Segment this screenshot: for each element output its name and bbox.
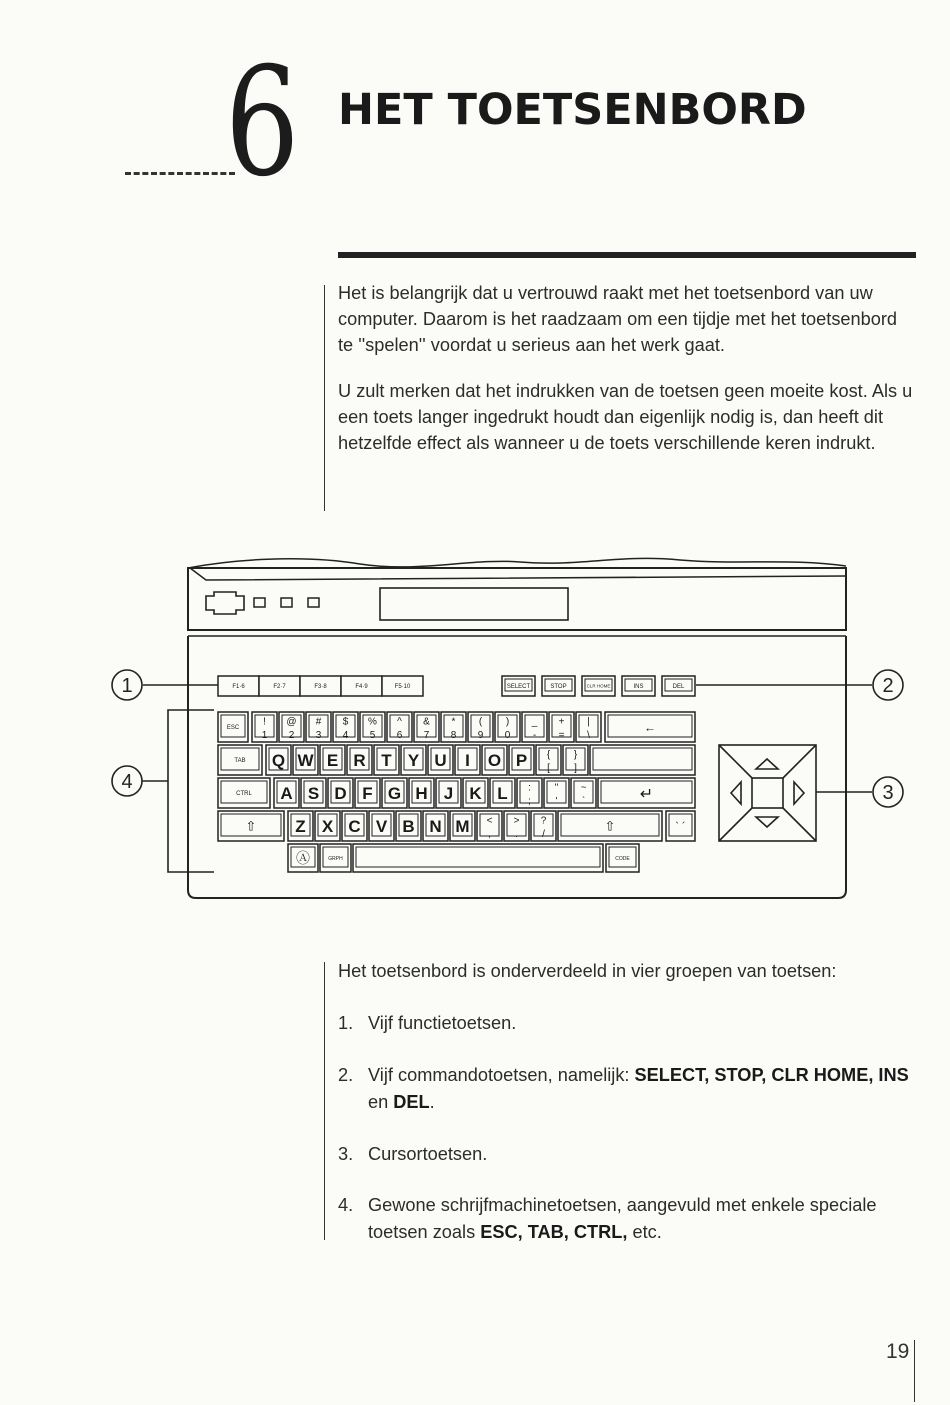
ctrl-key <box>218 778 270 808</box>
svg-text:Y: Y <box>407 751 420 771</box>
number-key-9 <box>468 712 493 742</box>
svg-text:0: 0 <box>504 729 511 741</box>
svg-text:I: I <box>465 751 470 771</box>
key-k <box>463 778 488 808</box>
function-key-4 <box>341 676 382 696</box>
svg-text:S: S <box>307 784 320 804</box>
chapter-number: 6 <box>225 36 300 210</box>
graph-key <box>320 844 351 872</box>
svg-text:F5·10: F5·10 <box>394 684 411 691</box>
svg-text:Ⓐ: Ⓐ <box>296 850 310 867</box>
key-t <box>374 745 399 775</box>
key-e <box>320 745 345 775</box>
svg-text:Q: Q <box>271 751 286 771</box>
svg-text:': ' <box>555 795 558 807</box>
key-a <box>274 778 299 808</box>
svg-text:@: @ <box>286 716 297 728</box>
svg-text:`: ` <box>581 795 586 807</box>
svg-text:5: 5 <box>369 729 376 741</box>
svg-text:?: ? <box>540 815 547 827</box>
space-bar <box>353 844 603 872</box>
return-key <box>598 778 695 808</box>
svg-text:K: K <box>469 784 482 804</box>
svg-text:V: V <box>375 817 388 837</box>
function-key-5 <box>382 676 423 696</box>
function-keys <box>218 676 423 696</box>
left-shift-key <box>218 811 284 841</box>
typewriter-keys <box>218 712 695 872</box>
svg-text:-: - <box>532 729 537 741</box>
caps-key <box>288 844 318 872</box>
intro-paragraph-1: Het is belangrijk dat u vertrouwd raakt met het toetsenbord van uw computer. Daarom is het raadzaam om een tijdje met het toetsenbord te ''spelen'' voordat u serieus aan het werk gaat. <box>338 283 898 355</box>
function-key-1 <box>218 676 259 696</box>
symbol-key-2 <box>504 811 529 841</box>
svg-text:T: T <box>381 751 392 771</box>
svg-text:}: } <box>573 749 578 761</box>
svg-text:\: \ <box>587 729 590 741</box>
svg-text:]: ] <box>574 762 577 774</box>
key-v <box>369 811 394 841</box>
number-key-3 <box>306 712 331 742</box>
key-l <box>490 778 515 808</box>
command-key-ins <box>622 676 655 696</box>
function-key-2 <box>259 676 300 696</box>
svg-text:,: , <box>488 828 491 840</box>
svg-text:R: R <box>353 751 366 771</box>
code-key <box>606 844 639 872</box>
svg-text:": " <box>554 782 559 794</box>
svg-text:N: N <box>429 817 442 837</box>
key-w <box>293 745 318 775</box>
svg-text:): ) <box>505 716 510 728</box>
svg-text:CODE: CODE <box>615 855 630 862</box>
svg-text:%: % <box>368 716 377 728</box>
number-key-6 <box>387 712 412 742</box>
svg-text::: : <box>528 782 531 794</box>
punct-key-2 <box>544 778 569 808</box>
svg-text:⇧: ⇧ <box>604 818 616 834</box>
svg-text:F: F <box>362 784 373 804</box>
svg-text:TAB: TAB <box>234 758 246 765</box>
dead-key <box>666 811 695 841</box>
key-g <box>382 778 407 808</box>
number-key-11 <box>522 712 547 742</box>
number-key-7 <box>414 712 439 742</box>
svg-text:G: G <box>387 784 402 804</box>
cursor-left-icon <box>731 782 741 804</box>
key-d <box>328 778 353 808</box>
callout-4 <box>112 766 142 796</box>
svg-text:=: = <box>558 729 565 741</box>
callout-2 <box>873 670 903 700</box>
svg-text:*: * <box>451 716 456 728</box>
cursor-right-icon <box>794 782 804 804</box>
symbol-key-1 <box>477 811 502 841</box>
key-i <box>455 745 480 775</box>
svg-text:Z: Z <box>295 817 306 837</box>
svg-text:|: | <box>587 716 590 728</box>
svg-text:GRPH: GRPH <box>328 855 343 862</box>
svg-text:_: _ <box>531 716 538 728</box>
svg-text:3: 3 <box>315 729 322 741</box>
svg-text:←: ← <box>644 720 656 735</box>
number-key-13 <box>576 712 601 742</box>
number-key-1 <box>252 712 277 742</box>
keyboard-illustration <box>0 540 950 920</box>
number-key-5 <box>360 712 385 742</box>
svg-text:M: M <box>455 817 470 837</box>
key-y <box>401 745 426 775</box>
intro-paragraph-2: U zult merken dat het indrukken van de toetsen geen moeite kost. Als u een toets langer ingedrukt houdt dan eigenlijk nodig is, dan heeft dit hetzelfde effect als wanneer u de toets verschillende keren indrukt. <box>338 381 913 453</box>
svg-text:8: 8 <box>450 729 457 741</box>
svg-text:4: 4 <box>121 771 133 793</box>
svg-text:INS: INS <box>633 684 644 691</box>
key-n <box>423 811 448 841</box>
svg-text:[: [ <box>547 762 550 774</box>
svg-text:⇧: ⇧ <box>245 818 257 834</box>
svg-text:4: 4 <box>342 729 349 741</box>
svg-text:>: > <box>513 815 520 827</box>
svg-text:#: # <box>315 716 322 728</box>
svg-text:CLR HOME: CLR HOME <box>586 683 611 689</box>
key-x <box>315 811 340 841</box>
number-key-4 <box>333 712 358 742</box>
bracket-key-2 <box>563 745 588 775</box>
svg-text:E: E <box>326 751 339 771</box>
key-p <box>509 745 534 775</box>
svg-text:(: ( <box>478 716 483 728</box>
intro-margin-bar <box>324 285 325 511</box>
number-key-12 <box>549 712 574 742</box>
svg-text:C: C <box>348 817 361 837</box>
svg-text:X: X <box>321 817 334 837</box>
svg-text:CTRL: CTRL <box>236 791 252 798</box>
svg-text:P: P <box>515 751 528 771</box>
svg-text:DEL: DEL <box>672 684 685 691</box>
function-key-3 <box>300 676 341 696</box>
svg-text:&: & <box>423 716 430 728</box>
list-intro: Het toetsenbord is onderverdeeld in vier groepen van toetsen: <box>338 961 837 981</box>
key-j <box>436 778 461 808</box>
bracket-key-1 <box>536 745 561 775</box>
key-r <box>347 745 372 775</box>
punct-key-1 <box>517 778 542 808</box>
svg-text:~: ~ <box>580 782 587 794</box>
command-key-stop <box>542 676 575 696</box>
punct-key-3 <box>571 778 596 808</box>
svg-text:U: U <box>434 751 447 771</box>
svg-text:O: O <box>487 751 502 771</box>
svg-text:D: D <box>334 784 347 804</box>
key-q <box>266 745 291 775</box>
svg-text:1: 1 <box>261 729 268 741</box>
backspace-key <box>605 712 695 742</box>
key-o <box>482 745 507 775</box>
svg-text:2: 2 <box>882 675 894 697</box>
svg-text:3: 3 <box>882 782 894 804</box>
svg-text:F1·6: F1·6 <box>232 684 245 691</box>
esc-key <box>218 712 248 742</box>
symbol-key-3 <box>531 811 556 841</box>
number-key-2 <box>279 712 304 742</box>
tab-key <box>218 745 262 775</box>
key-h <box>409 778 434 808</box>
cursor-keys <box>719 745 816 841</box>
number-key-10 <box>495 712 520 742</box>
cursor-down-icon <box>756 817 778 827</box>
svg-text:SELECT: SELECT <box>506 684 531 691</box>
svg-text:L: L <box>497 784 508 804</box>
key-z <box>288 811 313 841</box>
number-key-8 <box>441 712 466 742</box>
key-s <box>301 778 326 808</box>
command-keys <box>502 676 695 696</box>
svg-text:F2·7: F2·7 <box>273 684 286 691</box>
svg-text:7: 7 <box>423 729 430 741</box>
svg-text:.: . <box>515 828 518 840</box>
svg-text:` ´: ` ´ <box>675 820 686 833</box>
svg-text:F3·8: F3·8 <box>314 684 327 691</box>
svg-text:<: < <box>486 815 493 827</box>
callout-1 <box>112 670 142 700</box>
key-f <box>355 778 380 808</box>
svg-text:STOP: STOP <box>550 684 567 691</box>
svg-text:ESC: ESC <box>226 725 240 732</box>
callout-3 <box>873 777 903 807</box>
cursor-up-icon <box>756 759 778 769</box>
command-key-select <box>502 676 535 696</box>
svg-text:1: 1 <box>121 675 133 697</box>
svg-text:9: 9 <box>477 729 484 741</box>
svg-text:H: H <box>415 784 428 804</box>
svg-text:W: W <box>297 751 314 771</box>
list-margin-bar <box>324 962 325 1240</box>
command-key-del <box>662 676 695 696</box>
title-rule <box>338 252 916 258</box>
page-number: 19 <box>886 1340 910 1363</box>
svg-text:F4·9: F4·9 <box>355 684 368 691</box>
key-c <box>342 811 367 841</box>
intro-text <box>338 280 913 476</box>
svg-text:!: ! <box>263 716 266 728</box>
chapter-title: HET TOETSENBORD <box>338 85 807 135</box>
svg-text:$: $ <box>342 716 349 728</box>
command-key-clr-home <box>582 676 615 696</box>
key-m <box>450 811 475 841</box>
svg-text:/: / <box>542 828 545 840</box>
key-u <box>428 745 453 775</box>
svg-text:;: ; <box>528 795 531 807</box>
svg-text:2: 2 <box>288 729 295 741</box>
svg-text:J: J <box>443 784 454 804</box>
svg-text:A: A <box>280 784 293 804</box>
svg-text:↵: ↵ <box>639 785 654 803</box>
svg-text:B: B <box>402 817 415 837</box>
svg-text:^: ^ <box>397 716 402 728</box>
chapter-dashes <box>125 172 235 175</box>
svg-text:6: 6 <box>396 729 403 741</box>
svg-text:+: + <box>558 716 565 728</box>
page-number-bar <box>914 1340 915 1402</box>
svg-text:{: { <box>546 749 551 761</box>
right-shift-key <box>558 811 662 841</box>
row2-right-key <box>590 745 695 775</box>
key-b <box>396 811 421 841</box>
